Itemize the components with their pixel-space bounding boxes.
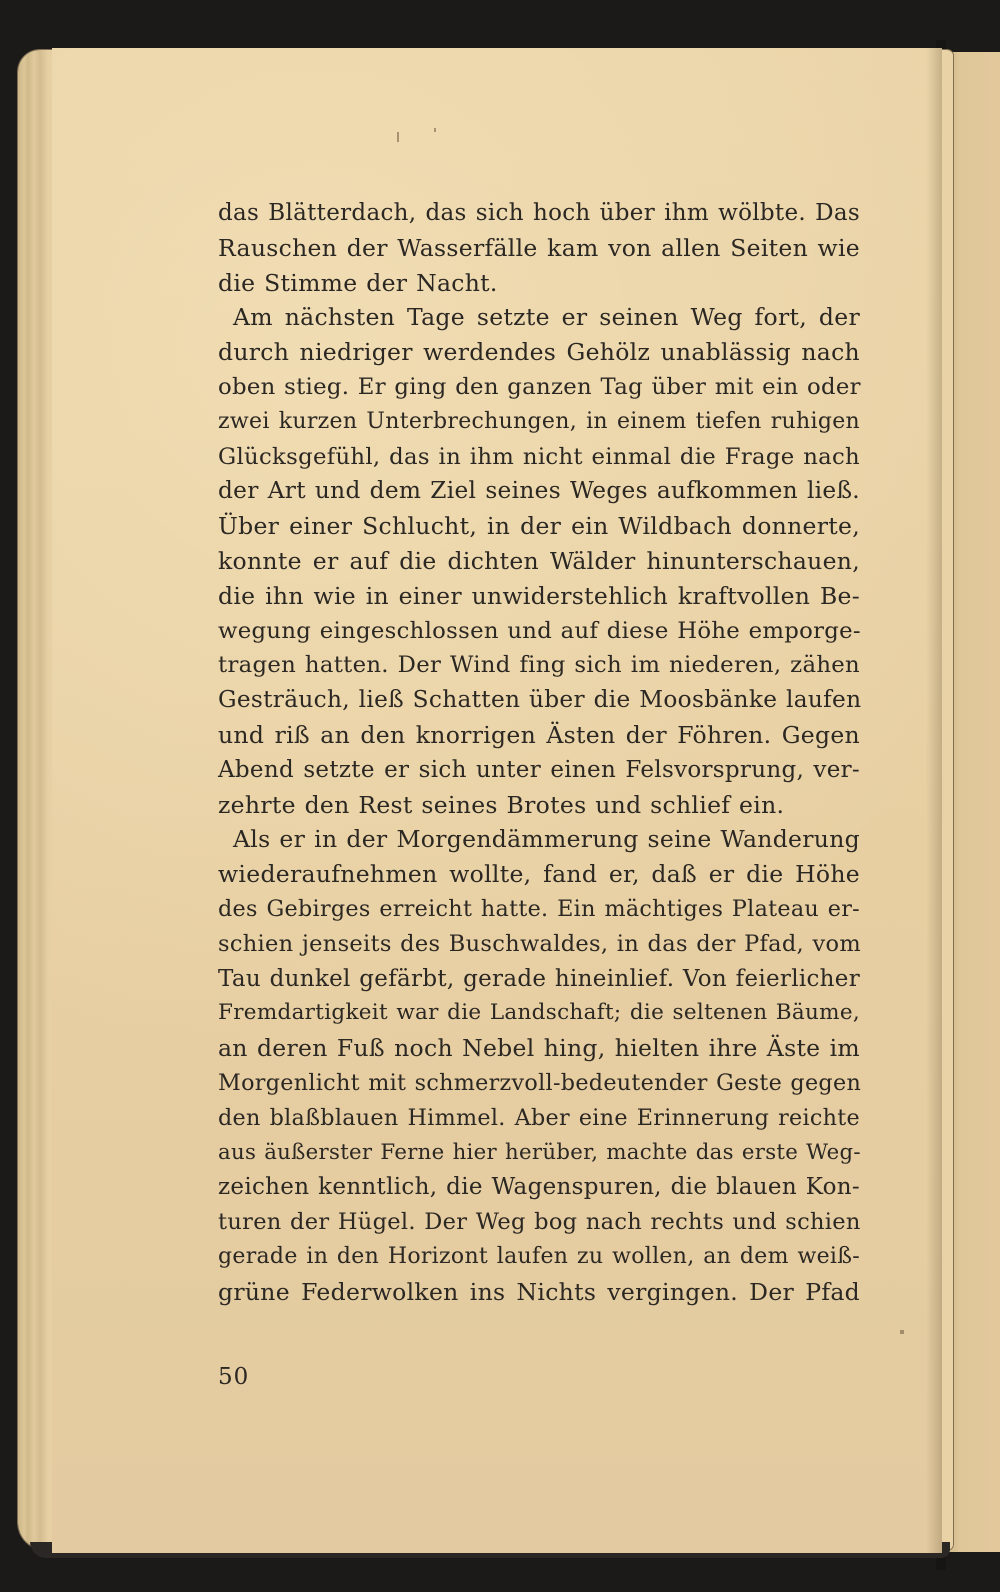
text-line: zwei kurzen Unterbrechungen, in einem tiefen ruhigen: [218, 408, 860, 434]
text-line: der Art und dem Ziel seines Weges aufkommen ließ.: [218, 477, 860, 505]
text-line: Am nächsten Tage setzte er seinen Weg fort, der: [233, 303, 860, 332]
text-line: Fremdartigkeit war die Landschaft; die seltenen Bäume,: [218, 1000, 860, 1026]
paper-speck: [900, 1330, 904, 1334]
text-line: Morgenlicht mit schmerzvoll-bedeutender Geste gegen: [218, 1069, 862, 1096]
text-line: Glücksgefühl, das in ihm nicht einmal die Frage nach: [218, 443, 860, 470]
text-line: den blaßblauen Himmel. Aber eine Erinnerung reichte: [218, 1104, 860, 1131]
text-line: Rauschen der Wasserfälle kam von allen Seiten wie: [218, 233, 860, 262]
text-line: das Blätterdach, das sich hoch über ihm wölbte. Das: [218, 200, 860, 226]
text-line: wiederaufnehmen wollte, fand er, daß er die Höhe: [218, 860, 860, 889]
text-line: konnte er auf die dichten Wälder hinunterschauen,: [218, 546, 860, 575]
text-line: Über einer Schlucht, in der ein Wildbach donnerte,: [218, 512, 860, 541]
text-line: des Gebirges erreicht hatte. Ein mächtiges Plateau er-: [218, 895, 860, 922]
text-line: schien jenseits des Buschwaldes, in das der Pfad, vom: [218, 930, 861, 957]
text-line: Tau dunkel gefärbt, gerade hineinlief. Von feierlicher: [218, 965, 860, 992]
text-line: gerade in den Horizont laufen zu wollen, an dem weiß-: [218, 1243, 860, 1269]
text-line: oben stieg. Er ging den ganzen Tag über mit ein oder: [218, 373, 861, 400]
text-line: tragen hatten. Der Wind fing sich im niederen, zähen: [218, 652, 860, 679]
text-line: wegung eingeschlossen und auf diese Höhe emporge-: [218, 617, 861, 644]
text-line: Abend setzte er sich unter einen Felsvorsprung, ver-: [218, 756, 860, 783]
text-line: und riß an den knorrigen Ästen der Föhren. Gegen: [218, 720, 860, 749]
paper-speck: [434, 128, 436, 132]
text-line: aus äußerster Ferne hier herüber, machte das erste Weg-: [218, 1139, 861, 1165]
body-text: [218, 196, 860, 1310]
text-line: Gesträuch, ließ Schatten über die Moosbänke laufen: [218, 686, 862, 714]
text-line: an deren Fuß noch Nebel hing, hielten ihre Äste im: [218, 1034, 860, 1063]
text-line: die Stimme der Nacht.: [218, 268, 498, 297]
text-line: turen der Hügel. Der Weg bog nach rechts und schien: [218, 1209, 861, 1236]
text-line: zeichen kenntlich, die Wagenspuren, die blauen Kon-: [218, 1174, 860, 1201]
text-line: Als er in der Morgendämmerung seine Wanderung: [233, 825, 860, 854]
page-number: 50: [218, 1364, 250, 1390]
text-line: zehrte den Rest seines Brotes und schlief ein.: [218, 790, 785, 819]
text-line: die ihn wie in einer unwiderstehlich kraftvollen Be-: [218, 581, 860, 610]
paper-speck: [397, 132, 399, 142]
text-line: grüne Federwolken ins Nichts vergingen. Der Pfad: [218, 1277, 860, 1306]
text-line: durch niedriger werdendes Gehölz unablässig nach: [218, 338, 860, 367]
